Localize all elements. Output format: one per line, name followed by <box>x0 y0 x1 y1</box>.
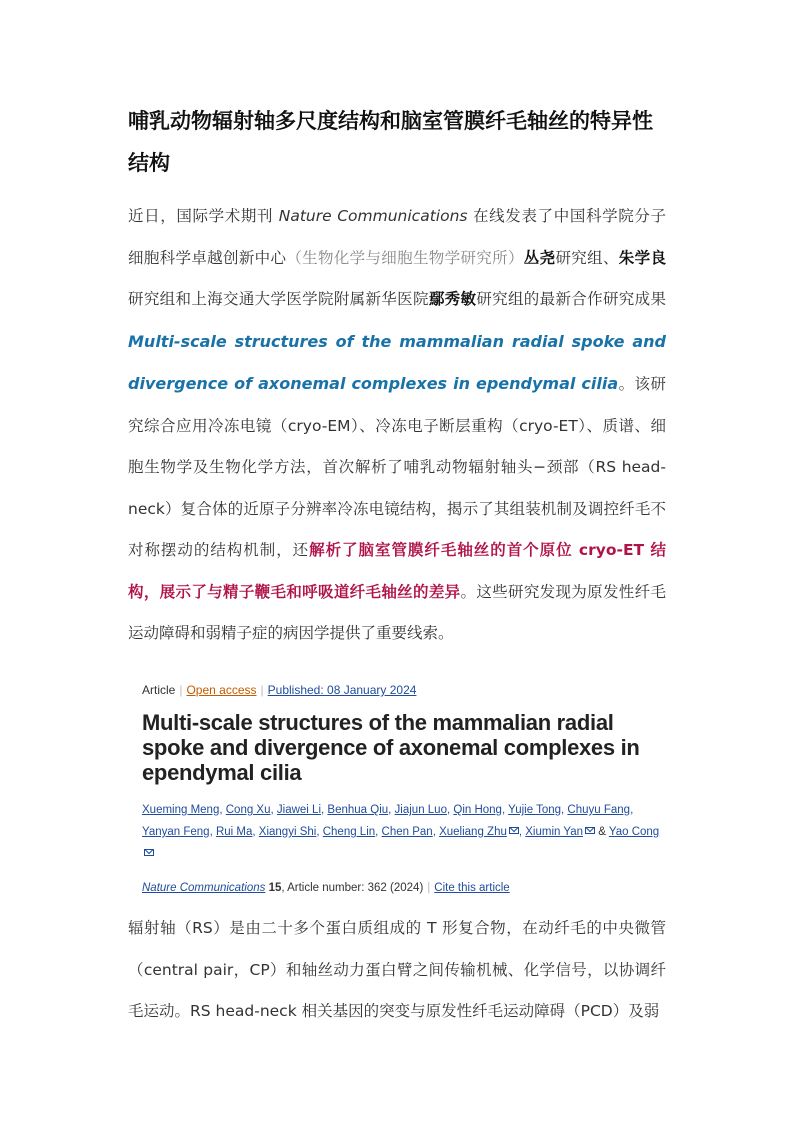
intro-text-4: 研究组和上海交通大学医学院附属新华医院 <box>128 290 429 308</box>
author-ampersand: & <box>598 826 606 838</box>
citation-journal-link[interactable]: Nature Communications <box>142 882 266 894</box>
author-link[interactable]: Yanyan Feng <box>142 826 210 838</box>
meta-separator: | <box>427 882 431 894</box>
researcher-name-1: 丛尧 <box>523 248 556 267</box>
author-link[interactable]: Xueming Meng <box>142 804 220 816</box>
author-link[interactable]: Xueliang Zhu <box>439 826 507 838</box>
meta-separator: | <box>179 683 183 697</box>
intro-text-6: 。该研究综合应用冷冻电镜（cryo-EM）、冷冻电子断层重构（cryo-ET）、质谱、细胞生物学及生物化学方法，首次解析了哺乳动物辐射轴头−颈部（RS head-neck）复合体的近原子分辨率冷冻电镜结构，揭示了其组装机制及调控纤毛不对称摆动的结构机制，还 <box>128 375 666 559</box>
author-link[interactable]: Jiajun Luo <box>394 804 447 816</box>
open-access-link[interactable]: Open access <box>186 683 257 697</box>
email-icon[interactable] <box>585 827 595 834</box>
author-link[interactable]: Qin Hong <box>453 804 502 816</box>
author-link[interactable]: Yujie Tong <box>508 804 562 816</box>
author-link[interactable]: Chen Pan <box>381 826 433 838</box>
paper-title-link[interactable]: Multi-scale structures of the mammalian radial spoke and divergence of axonemal complexes in ependymal cilia <box>128 331 666 393</box>
researcher-name-2: 朱学良 <box>618 248 666 267</box>
author-link[interactable]: Benhua Qiu <box>327 804 389 816</box>
author-link[interactable]: Cheng Lin <box>322 826 376 838</box>
article-type: Article <box>142 683 176 697</box>
author-link[interactable]: Jiawei Li <box>276 804 322 816</box>
email-icon[interactable] <box>509 827 519 834</box>
citation-volume: 15 <box>268 882 282 894</box>
intro-text-2: 在线发表了中国科学院分子细胞科学卓越创新中心 <box>128 207 667 267</box>
researcher-name-3: 鄢秀敏 <box>428 290 477 308</box>
page-title: 哺乳动物辐射轴多尺度结构和脑室管膜纤毛轴丝的特异性结构 <box>128 109 653 175</box>
author-list: Xueming Meng, Cong Xu, Jiawei Li, Benhua Qiu, Jiajun Luo, Qin Hong, Yujie Tong, Chuyu Fang, Yanyan Feng, Rui Ma, Xiangyi Shi, Cheng Lin, Chen Pan, Xueliang Zhu , Xiumin Yan & Yao Cong <box>142 799 667 865</box>
article-meta <box>142 680 667 700</box>
article-title: Multi-scale structures of the mammalian radial spoke and divergence of axonemal complexes in ependymal cilia <box>142 710 640 785</box>
body-paragraph: 辐射轴（RS）是由二十多个蛋白质组成的 T 形复合物，在动纤毛的中央微管（central pair，CP）和轴丝动力蛋白臂之间传输机械、化学信号，以协调纤毛运动。RS head-neck 相关基因的突变与原发性纤毛运动障碍（PCD）及弱 <box>128 919 666 1020</box>
citation-line <box>142 879 667 897</box>
intro-text-1: 近日，国际学术期刊 <box>128 207 279 225</box>
published-date[interactable]: Published: 08 January 2024 <box>267 683 417 697</box>
intro-text-5: 研究组的最新合作研究成果 <box>476 290 666 308</box>
author-link[interactable]: Xiumin Yan <box>525 826 584 838</box>
highlight-text: 解析了脑室管膜纤毛轴丝的首个原位 cryo-ET 结构，展示了与精子鞭毛和呼吸道纤毛轴丝的差异 <box>128 541 666 601</box>
intro-text-3: 研究组、 <box>555 248 619 267</box>
institute-note: （生物化学与细胞生物学研究所） <box>286 248 524 267</box>
journal-name: Nature Communications <box>278 207 468 225</box>
email-icon[interactable] <box>144 849 154 856</box>
article-card <box>142 680 667 897</box>
author-link[interactable]: Chuyu Fang <box>567 804 631 816</box>
cite-this-article-link[interactable]: Cite this article <box>434 882 510 894</box>
intro-paragraph <box>128 196 666 655</box>
author-link[interactable]: Yao Cong <box>608 826 660 838</box>
author-link[interactable]: Xiangyi Shi <box>258 826 317 838</box>
author-link[interactable]: Rui Ma <box>215 826 253 838</box>
citation-article-info: , Article number: 362 (2024) <box>281 882 424 894</box>
author-link[interactable]: Cong Xu <box>225 804 271 816</box>
meta-separator: | <box>260 683 264 697</box>
intro-text-7: 。这些研究发现为原发性纤毛运动障碍和弱精子症的病因学提供了重要线索。 <box>128 582 666 642</box>
